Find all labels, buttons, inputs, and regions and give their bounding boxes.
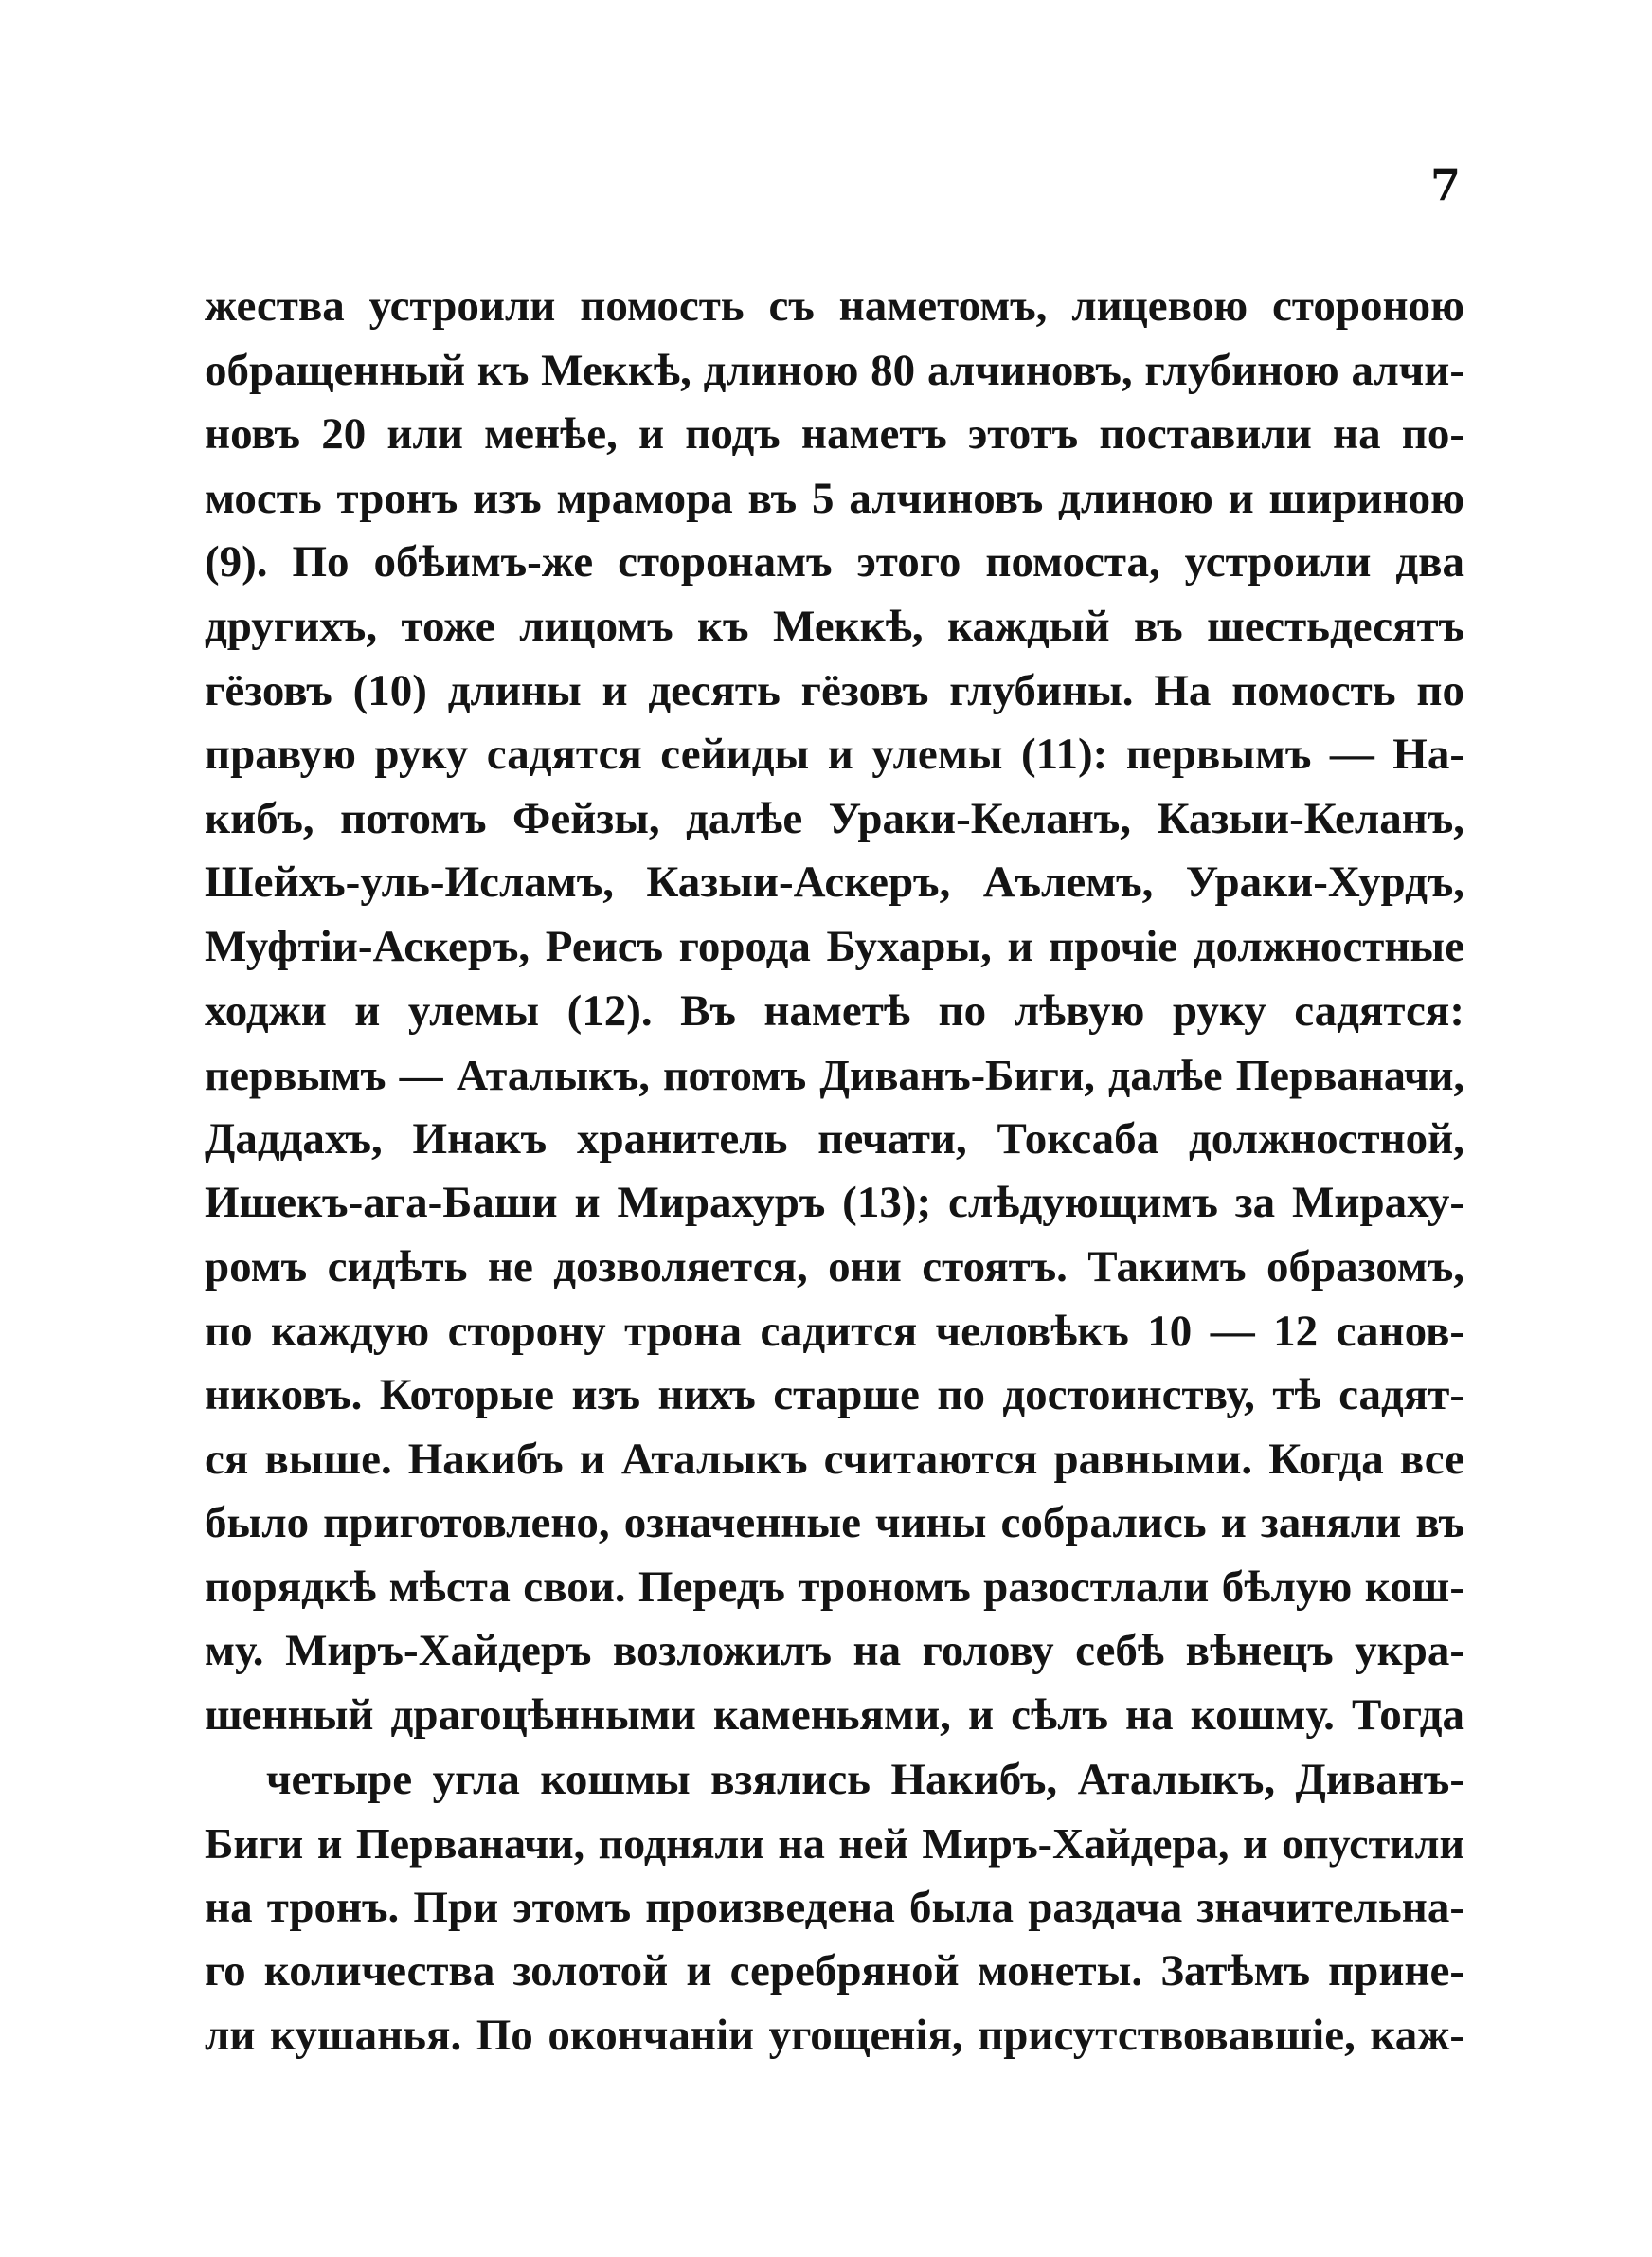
text-line: Ишекъ-ага-Баши и Мирахуръ (13); слѣдующимъ за Мираху- — [205, 1178, 1464, 1228]
text-line: мость тронъ изъ мрамора въ 5 алчиновъ длиною и шириною — [205, 473, 1464, 523]
text-line: было приготовлено, означенные чины собрались и заняли въ — [205, 1498, 1464, 1548]
page-number: 7 — [1430, 159, 1462, 210]
text-line: новъ 20 или менѣе, и подъ наметъ этотъ поставили на по- — [205, 409, 1464, 460]
text-line: ходжи и улемы (12). Въ наметѣ по лѣвую руку садятся: — [205, 985, 1464, 1036]
text-line: правую руку садятся сейиды и улемы (11): первымъ — На- — [205, 730, 1464, 780]
text-line: Биги и Перваначи, подняли на ней Миръ-Хайдера, и опустили — [205, 1819, 1464, 1869]
text-line: гёзовъ (10) длины и десять гёзовъ глубины. На помость по — [205, 665, 1464, 715]
text-line: шенный драгоцѣнными каменьями, и сѣлъ на кошму. Тогда — [205, 1690, 1464, 1741]
text-line: никовъ. Которые изъ нихъ старше по достоинству, тѣ садят- — [205, 1370, 1464, 1420]
text-line: Шейхъ-уль-Исламъ, Казыи-Аскеръ, Аълемъ, Ураки-Хурдъ, — [205, 858, 1464, 908]
text-line: ли кушанья. По окончаніи угощенія, присутствовавшіе, каж- — [205, 2011, 1464, 2061]
text-line: ромъ сидѣть не дозволяется, они стоятъ. Такимъ образомъ, — [205, 1241, 1464, 1291]
text-line: по каждую сторону трона садится человѣкъ 10 — 12 санов- — [205, 1306, 1464, 1356]
text-line: на тронъ. При этомъ произведена была раздача значительна- — [205, 1882, 1464, 1932]
text-line: другихъ, тоже лицомъ къ Меккѣ, каждый въ шестьдесятъ — [205, 601, 1464, 651]
text-line: му. Миръ-Хайдеръ возложилъ на голову себѣ вѣнецъ укра- — [205, 1626, 1464, 1676]
body-text — [205, 275, 1464, 2068]
text-line: Муфтіи-Аскеръ, Реисъ города Бухары, и прочіе должностные — [205, 921, 1464, 971]
text-line: жества устроили помость съ наметомъ, лицевою стороною — [205, 281, 1464, 331]
text-line: кибъ, потомъ Фейзы, далѣе Ураки-Келанъ, Казыи-Келанъ, — [205, 793, 1464, 843]
text-line: го количества золотой и серебряной монеты. Затѣмъ прине- — [205, 1946, 1464, 1996]
text-line: (9). По обѣимъ-же сторонамъ этого помоста, устроили два — [205, 537, 1464, 587]
text-line: четыре угла кошмы взялись Накибъ, Аталыкъ, Диванъ- — [266, 1754, 1464, 1804]
text-line: обращенный къ Меккѣ, длиною 80 алчиновъ, глубиною алчи- — [205, 345, 1464, 395]
text-line: ся выше. Накибъ и Аталыкъ считаются равными. Когда все — [205, 1434, 1464, 1484]
text-line: порядкѣ мѣста свои. Передъ трономъ разостлали бѣлую кош- — [205, 1562, 1464, 1612]
text-line: Даддахъ, Инакъ хранитель печати, Токсаба должностной, — [205, 1113, 1464, 1164]
text-line: первымъ — Аталыкъ, потомъ Диванъ-Биги, далѣе Перваначи, — [205, 1051, 1464, 1100]
